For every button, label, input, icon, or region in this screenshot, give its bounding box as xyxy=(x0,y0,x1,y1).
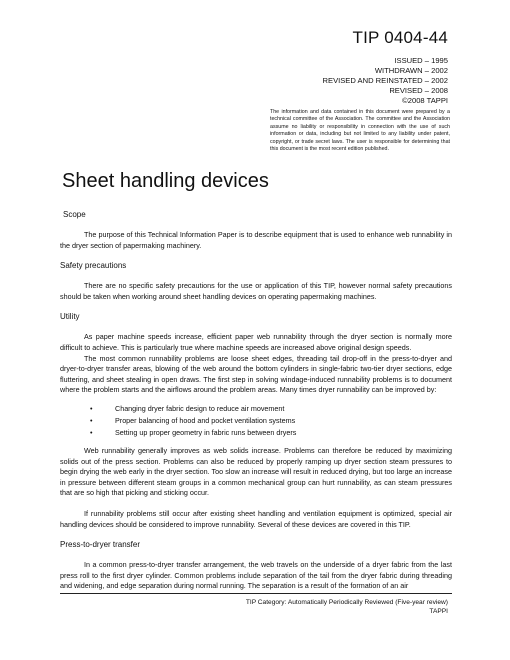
list-item xyxy=(90,403,452,415)
history-reinstated: REVISED AND REINSTATED – 2002 xyxy=(322,76,448,85)
safety-heading: Safety precautions xyxy=(60,261,127,271)
utility-paragraph-4: If runnability problems still occur after existing sheet handling and ventilation equipment is optimized, special air handling devices should be considered to improve runnability. Several of these devices are covered in this TIP. xyxy=(60,508,452,529)
press-to-dryer-paragraph: In a common press-to-dryer transfer arrangement, the web travels on the underside of a dryer fabric from the last press roll to the first dryer cylinder. Common problems include separation of the tail from the dryer fabric during threading and widening, and edge separation during normal running. The separation is a result of the formation of an air xyxy=(60,560,452,591)
scope-paragraph: The purpose of this Technical Information Paper is to describe equipment that is used to enhance web runnability in the dryer section of papermaking machinery. xyxy=(60,230,452,250)
press-to-dryer-heading: Press-to-dryer transfer xyxy=(60,540,141,550)
safety-paragraph: There are no specific safety precautions for the use or application of this TIP, however normal safety precautions should be taken when working around sheet handling devices on operating papermaking machines. xyxy=(60,281,452,301)
utility-bullet-list xyxy=(60,403,452,439)
list-item xyxy=(90,427,452,439)
bullet-icon: • xyxy=(90,415,93,425)
footer-divider xyxy=(60,593,452,594)
revision-history xyxy=(323,56,448,106)
list-item-text: Changing dryer fabric design to reduce air movement xyxy=(115,403,285,413)
history-issued: ISSUED – 1995 xyxy=(394,56,448,65)
list-item-text: Proper balancing of hood and pocket ventilation systems xyxy=(115,415,296,425)
footer-org: TAPPI xyxy=(429,608,448,616)
utility-heading: Utility xyxy=(60,312,80,322)
bullet-icon: • xyxy=(90,403,93,413)
bullet-icon: • xyxy=(90,427,93,437)
scope-heading: Scope xyxy=(63,210,86,219)
copyright: ©2008 TAPPI xyxy=(402,96,448,105)
history-withdrawn: WITHDRAWN – 2002 xyxy=(374,66,448,75)
list-item-text: Setting up proper geometry in fabric runs between dryers xyxy=(115,427,297,437)
utility-paragraph-1: As paper machine speeds increase, efficient paper web runnability through the dryer section is normally more difficult to achieve. This is particularly true where machine speeds are increased above original design speeds. xyxy=(60,332,452,352)
utility-paragraph-2: The most common runnability problems are loose sheet edges, threading tail drop-off in the press-to-dryer and dryer-to-dryer transfer areas, blowing of the web around the bottom cylinders in single-fabric two-tier dryer sections, edge fluttering, and sheet stealing in open draws. The first step in solving windage-induced runnability problems is to document where the problem starts and the airflows around the problem areas. Many times dryer runnability can be improved by: xyxy=(60,353,452,395)
page-title: Sheet handling devices xyxy=(62,170,269,192)
doc-number: TIP 0404-44 xyxy=(352,28,448,47)
list-item xyxy=(90,415,452,427)
footer xyxy=(246,598,448,617)
disclaimer: The information and data contained in this document were prepared by a technical committee of the Association. The committee and the Association assume no liability or responsibility in connection with the use of such information or data, including but not limited to any liability under patent, copyright, or trade secret laws. The user is responsible for determining that this document is the most recent edition published. xyxy=(270,109,450,153)
footer-category: TIP Category: Automatically Periodically Reviewed (Five-year review) xyxy=(245,599,448,606)
utility-paragraph-3: Web runnability generally improves as web solids increase. Problems can therefore be reduced by maximizing solids out of the press section. Problems can also be reduced by properly ramping up dryer section steam pressures to begin drying the web early in the dryer section. Too slow an increase will result in reduced drying, but too large an increase in pressure between different steam groups in a common mechanical group can hurt runnability, as can steam pressures that are so high that picking and sticking occur. xyxy=(60,445,452,498)
document-body xyxy=(60,210,452,592)
history-revised: REVISED – 2008 xyxy=(389,86,448,95)
